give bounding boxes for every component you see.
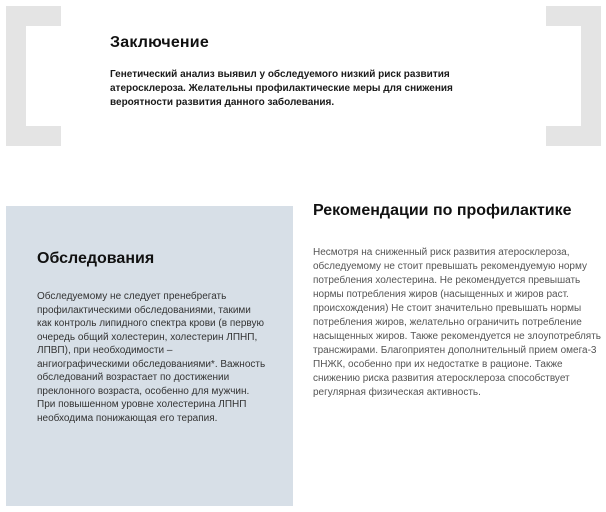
recommendations-text: Несмотря на сниженный риск развития атеросклероза, обследуемому не стоит превышать рекомендуемую норму потребления холестерина. Не рекомендуется превышать нормы потребления жиров (насыщенных и жиров раст. происхождения) Не стоит значительно превышать нормы потребления жиров, желательно ограничить потребление насыщенных жиров. Также рекомендуется не злоупотреблять трансжирами. Благоприятен дополнительный прием омега-3 ПНЖК, особенно при их недостатке в рационе. Также снижению риска развития атеросклероза способствует регулярная физическая активность. — [313, 247, 601, 398]
examinations-text: Обследуемому не следует пренебрегать профилактическими обследованиями, такими как контроль липидного спектра крови (в первую очередь общий холестерин, холестерин ЛПНП, ЛПВП), при необходимости – ангиографическими обследованиями*. Важность обследований возрастает по достижении преклонного возраста, особенно для мужчин. При повышенном уровне холестерина ЛПНП необходима понижающая его терапия. — [37, 291, 266, 424]
recommendations-section — [313, 202, 603, 400]
examinations-panel — [6, 206, 293, 506]
recommendations-title: Рекомендации по профилактике — [313, 202, 572, 219]
conclusion-text: Генетический анализ выявил у обследуемого низкий риск развития атеросклероза. Желательны профилактические меры для снижения вероятности развития данного заболевания. — [110, 69, 453, 108]
left-bracket-decoration — [6, 6, 61, 146]
conclusion-section — [110, 34, 510, 110]
right-bracket-decoration — [546, 6, 601, 146]
conclusion-title: Заключение — [110, 34, 209, 51]
examinations-title: Обследования — [37, 250, 155, 267]
